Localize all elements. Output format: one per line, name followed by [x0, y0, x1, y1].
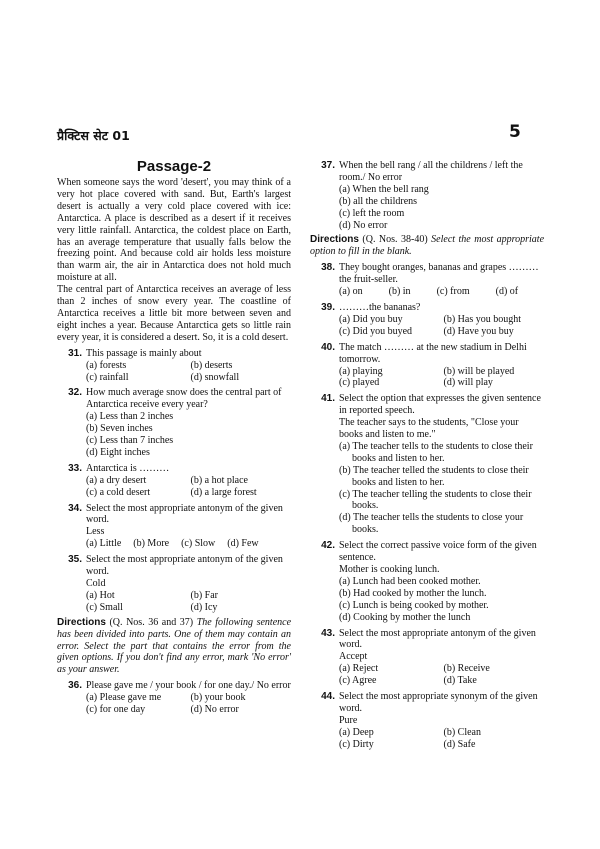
given-sentence: Mother is cooking lunch. — [339, 564, 440, 575]
directions-38-40 — [310, 234, 544, 258]
option-b: (b) Receive — [443, 663, 490, 675]
option-a: (a) The teacher tells to the students to close their books and listen to her. — [339, 440, 533, 464]
option-a: (a) Lunch had been cooked mother. — [339, 575, 481, 587]
question-34 — [57, 503, 291, 551]
question-42 — [310, 540, 544, 623]
option-b: (b) Had cooked by mother the lunch. — [339, 587, 487, 599]
question-text: ………the bananas? — [339, 301, 421, 313]
question-text: This passage is mainly about — [86, 347, 202, 359]
directions-text: Select the most appropriate option to fill in the blank. — [310, 234, 545, 258]
option-a: (a) forests — [86, 359, 127, 371]
question-number: 37. — [321, 160, 335, 171]
option-a: (a) Reject — [339, 663, 379, 675]
option-b: (b) Has you bought — [443, 313, 521, 325]
option-a: (a) a dry desert — [86, 474, 147, 486]
option-c: (c) Small — [86, 601, 123, 613]
question-43 — [310, 628, 544, 688]
option-b: (b) all the childrens — [339, 195, 418, 207]
option-c: (c) played — [339, 377, 380, 389]
option-a: (a) Did you buy — [339, 313, 403, 325]
option-b: (b) Clean — [443, 726, 481, 738]
question-number: 33. — [68, 462, 82, 474]
given-word: Accept — [339, 651, 368, 663]
options — [339, 366, 544, 390]
given-word: Less — [86, 526, 105, 538]
options — [86, 475, 291, 499]
option-b: (b) a hot place — [190, 474, 248, 486]
question-number: 31. — [68, 347, 82, 359]
options — [86, 692, 291, 716]
question-40 — [310, 342, 544, 390]
question-number: 35. — [68, 554, 82, 566]
given-word: Pure — [339, 714, 358, 726]
passage-title: Passage-2 — [136, 158, 212, 175]
passage-paragraph-1: When someone says the word 'desert', you may think of a very hot place covered with sand. But, Earth's largest desert is actually a very cold place covered with ice: Antarctica. A place is described as a desert if it receives very little rainfall. Antarctica, the coldest place on Earth, has an average temperature that usually falls below the freezing point. And because cold air holds less moisture than warm air, the air in Antarctica does not hold much moisture at all. — [57, 177, 291, 284]
question-37 — [310, 160, 544, 231]
option-b: (b) in — [388, 286, 411, 298]
question-44 — [310, 691, 544, 751]
left-column — [57, 158, 291, 716]
options — [339, 663, 544, 687]
option-a: (a) Less than 2 inches — [86, 411, 174, 423]
option-c: (c) rainfall — [86, 371, 129, 383]
option-d: (d) Few — [227, 538, 259, 550]
directions-label: Directions — [57, 616, 106, 628]
options — [339, 314, 544, 338]
question-33 — [57, 463, 291, 499]
option-c: (c) a cold desert — [86, 486, 151, 498]
question-text: The match ……… at the new stadium in Delhi tomorrow. — [339, 341, 527, 365]
option-c: (c) from — [436, 286, 470, 298]
question-number: 40. — [321, 341, 335, 353]
passage-paragraph-2: The central part of Antarctica receives an average of less than 2 inches of snow every year. The coastline of Antarctica receives a little bit more between seven and eight inches a year. Because Antarctica gets so little rain every year, it is considered a desert. So, it is a cold desert. — [57, 284, 291, 343]
option-d: (d) The teacher tells the students to close your books. — [339, 512, 524, 536]
option-c: (c) Less than 7 inches — [86, 435, 174, 447]
question-text: They bought oranges, bananas and grapes ……… the fruit-seller. — [339, 262, 539, 286]
option-b: (b) will be played — [443, 365, 515, 377]
question-text: Select the most appropriate antonym of the given word. — [86, 554, 283, 578]
question-number: 39. — [321, 301, 335, 313]
option-d: (d) Have you buy — [443, 325, 514, 337]
given-word: Cold — [86, 578, 106, 589]
option-a: (a) on — [339, 286, 363, 298]
question-text: Please gave me / your book / for one day./ No error — [86, 680, 291, 692]
option-b: (b) deserts — [190, 359, 233, 371]
option-c: (c) Agree — [339, 675, 377, 687]
directions-label: Directions — [310, 234, 359, 246]
option-d: (d) of — [495, 286, 519, 298]
option-c: (c) Dirty — [339, 738, 374, 750]
option-a: (a) When the bell rang — [339, 183, 429, 195]
options — [86, 360, 291, 384]
quoted-sentence: The teacher says to the students, "Close your books and listen to me." — [339, 417, 519, 441]
question-text: Select the option that expresses the given sentence in reported speech. — [339, 393, 541, 417]
question-32 — [57, 387, 291, 458]
question-number: 42. — [321, 540, 335, 552]
option-a: (a) Hot — [86, 589, 115, 601]
option-d: (d) a large forest — [190, 486, 257, 498]
directions-36-37 — [57, 617, 291, 677]
options — [339, 727, 544, 751]
option-d: (d) Safe — [443, 738, 476, 750]
option-d: (d) snowfall — [190, 371, 240, 383]
question-text: Select the most appropriate antonym of the given word. — [339, 627, 536, 651]
option-c: (c) Lunch is being cooked by mother. — [339, 599, 489, 611]
option-a: (a) Deep — [339, 726, 374, 738]
page-header-title: प्रैक्टिस सेट 01 — [57, 128, 130, 143]
directions-ref: (Q. Nos. 38-40) — [362, 234, 428, 246]
question-text: Select the correct passive voice form of the given sentence. — [339, 540, 537, 564]
option-d: (d) will play — [443, 377, 493, 389]
question-text: Antarctica is ……… — [86, 462, 170, 474]
option-d: (d) Icy — [190, 601, 218, 613]
question-number: 38. — [321, 262, 335, 274]
question-number: 43. — [321, 627, 335, 639]
options — [339, 286, 544, 298]
question-35 — [57, 554, 291, 614]
option-b: (b) your book — [190, 692, 246, 704]
question-text: When the bell rang / all the childrens / left the room./ No error — [339, 160, 523, 183]
question-41 — [310, 393, 544, 536]
option-a: (a) Please gave me — [86, 692, 162, 704]
question-31 — [57, 348, 291, 384]
option-c: (c) for one day — [86, 704, 146, 716]
question-38 — [310, 262, 544, 298]
options — [86, 590, 291, 614]
option-a: (a) playing — [339, 365, 383, 377]
right-column — [310, 160, 544, 751]
question-39 — [310, 302, 544, 338]
question-number: 34. — [68, 502, 82, 514]
option-b: (b) Far — [190, 589, 218, 601]
option-b: (b) Seven inches — [86, 423, 153, 435]
option-d: (d) No error — [190, 704, 239, 716]
option-c: (c) Slow — [181, 538, 216, 550]
option-d: (d) Cooking by mother the lunch — [339, 611, 471, 623]
directions-ref: (Q. Nos. 36 and 37) — [109, 616, 194, 628]
option-d: (d) Eight inches — [86, 446, 150, 458]
question-text: Select the most appropriate synonym of the given word. — [339, 691, 538, 714]
option-b: (b) The teacher telled the students to close their books and listen to her. — [339, 464, 529, 488]
question-text: Select the most appropriate antonym of the given word. — [86, 502, 283, 526]
option-c: (c) Did you buyed — [339, 325, 413, 337]
option-c: (c) left the room — [339, 207, 405, 219]
option-b: (b) More — [133, 538, 170, 550]
option-a: (a) Little — [86, 538, 122, 550]
directions-text: The following sentence has been divided into parts. One of them may contain an error. Select the part that contains the error from the given options. If you don't find any error, mark 'No error' as your answer. — [57, 616, 292, 676]
question-number: 44. — [321, 691, 335, 703]
question-text: How much average snow does the central part of Antarctica receive every year? — [86, 387, 282, 411]
question-number: 41. — [321, 393, 335, 405]
options — [86, 538, 291, 550]
question-36 — [57, 680, 291, 716]
option-d: (d) Take — [443, 675, 477, 687]
option-d: (d) No error — [339, 219, 388, 231]
option-c: (c) The teacher telling the students to close their books. — [339, 488, 532, 512]
question-number: 36. — [68, 680, 82, 692]
page-number: 5 — [509, 122, 521, 142]
question-number: 32. — [68, 387, 82, 399]
